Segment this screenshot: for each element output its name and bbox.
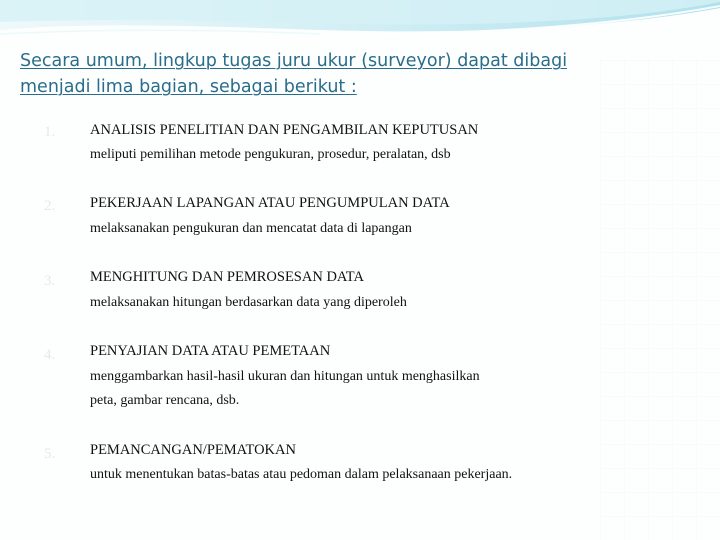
item-description: melaksanakan hitungan berdasarkan data yang diperoleh (90, 295, 407, 310)
title-line: menjadi lima bagian, sebagai berikut : (20, 77, 357, 97)
item-number: 5. (44, 446, 56, 462)
item-number: 3. (44, 273, 56, 289)
item-heading: PEKERJAAN LAPANGAN ATAU PENGUMPULAN DATA (90, 195, 450, 211)
item-description: menggambarkan hasil-hasil ukuran dan hitungan untuk menghasilkan (90, 369, 480, 384)
item-description: peta, gambar rencana, dsb. (90, 393, 240, 408)
item-number: 1. (44, 124, 56, 140)
item-description: meliputi pemilihan metode pengukuran, prosedur, peralatan, dsb (90, 147, 451, 162)
item-heading: ANALISIS PENELITIAN DAN PENGAMBILAN KEPUTUSAN (90, 122, 479, 138)
item-description: melaksanakan pengukuran dan mencatat data di lapangan (90, 221, 412, 236)
item-number: 2. (44, 198, 56, 214)
item-heading: MENGHITUNG DAN PEMROSESAN DATA (90, 269, 364, 285)
item-heading: PEMANCANGAN/PEMATOKAN (90, 442, 296, 458)
item-number: 4. (44, 347, 56, 363)
item-heading: PENYAJIAN DATA ATAU PEMETAAN (90, 343, 331, 359)
item-description: untuk menentukan batas-batas atau pedoman dalam pelaksanaan pekerjaan. (90, 467, 513, 482)
title-line: Secara umum, lingkup tugas juru ukur (surveyor) dapat dibagi (20, 51, 568, 71)
